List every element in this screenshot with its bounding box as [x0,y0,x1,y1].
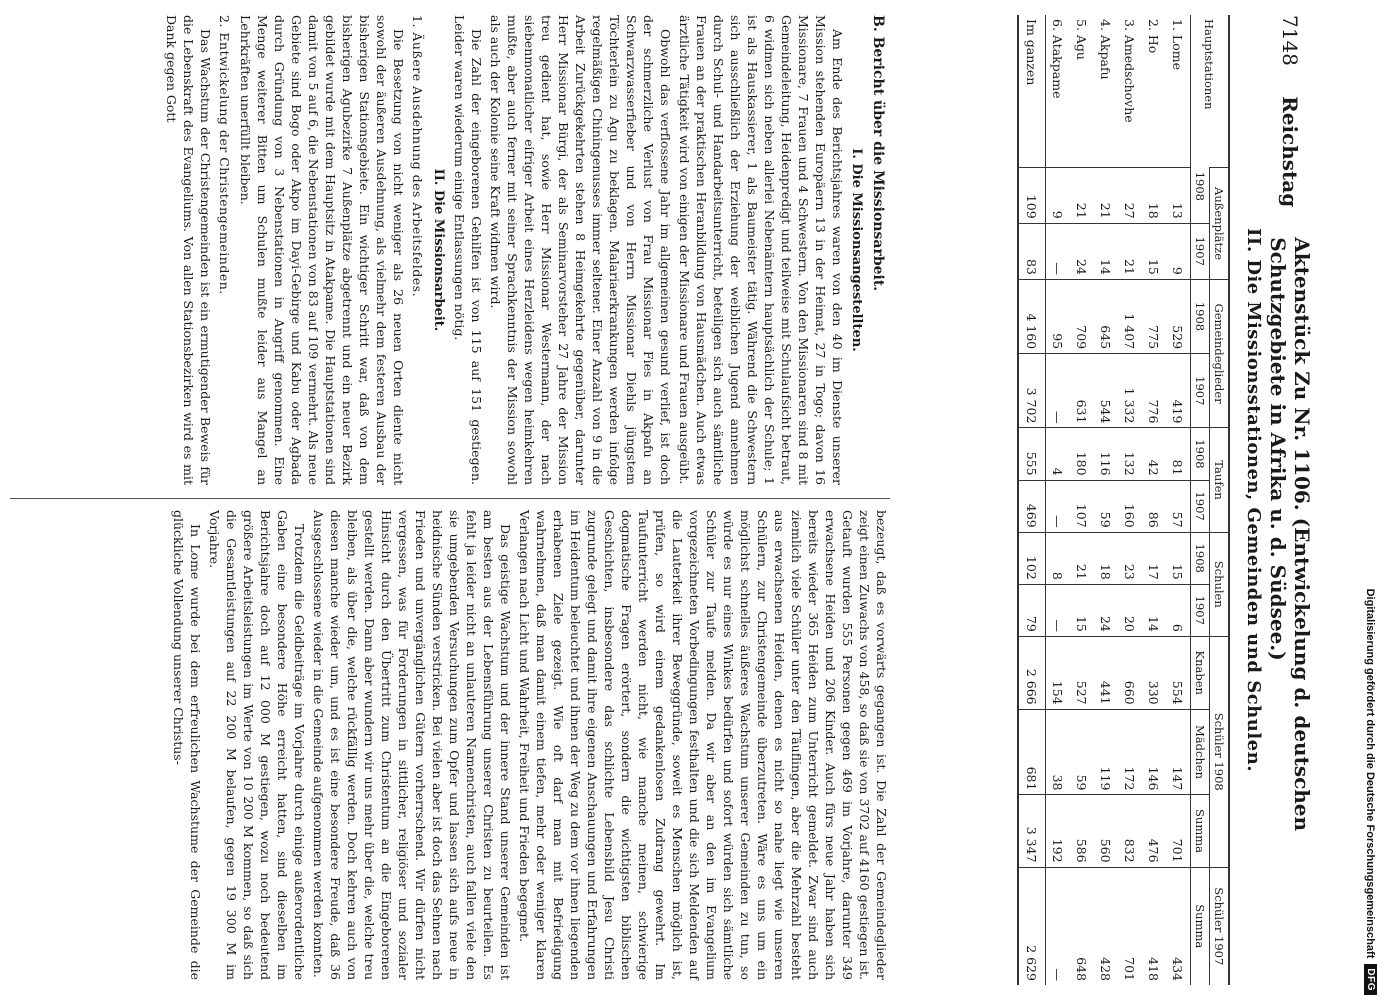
table-cell: 14 [1142,584,1166,636]
year-1908: 1908 [1191,168,1210,223]
table-cell: 59 [1070,709,1094,795]
table-cell: 9 [1166,223,1191,279]
table-cell: 14 [1094,223,1118,279]
table-row [1070,15,1094,985]
table-cell: 20 [1118,584,1142,636]
table-cell: 8 [1046,532,1071,584]
year-1907: 1907 [1191,584,1210,636]
total-cell: 4 160 [1018,279,1046,353]
left-text-column [161,15,890,485]
report-heading: B. Bericht über die Missionsarbeit. [870,15,886,292]
table-cell: 527 [1070,636,1094,709]
table-cell: 701 [1118,867,1142,985]
page-number: 7148 [1278,15,1302,66]
table-cell: 1 407 [1118,279,1142,353]
paragraph: Am Ende des Berichtsjahres waren von den 40 im Dienste unserer Mission stehenden Europäern 13 in der Heimat, 27 in Togo; davon 16 Missionare, 7 Frauen und 4 Schwestern. Von den Missionaren sind 8 mit Gemeindeleitung, Heidenpredigt und teilweise mit Schulaufsicht betraut, 6 widmen sich neben allerlei Nebenämtern hauptsächlich der Schule; 1 ist als Hauskassierer, 1 als Baumeister tätig. Während die Schwestern sich ausschließlich der Erziehung der weiblichen Jugend annehmen durch Schul- und Handarbeitsunterricht, beteiligen sich auch sämtliche Frauen an der praktischen Heranbildung von Hausmädchen. Auch etwas ärztliche Tätigkeit wird von einigen der Missionare und Frauen ausgeübt. [677,15,845,485]
table-row [1142,15,1166,985]
total-cell: 2 629 [1018,867,1046,985]
paragraph: Obwohl das verflossene Jahr im allgemeinen gesund verlief, ist doch der schmerzliche Verlust von Frau Missionar Fies in Akpafu an Schwarzwasserfieber und von Herrn Missionar Diehls jüngstem Töchterlein zu Agu zu beklagen. Malariaerkrankungen werden infolge regelmäßigen Chiningenusses immer seltener. Einer Anzahl von 9 in die Arbeit Zurückgekehrten stehen 8 Heimgekehrte gegenüber, darunter Herr Missionar Bürgi, der als Seminarvorsteher 27 Jahre der Mission treu gedient hat, sowie Herr Missionar Westermann, der nach siebenmonatlicher eifriger Arbeit eines Herzleidens wegen heimkehren mußte, aber auch ferner mit seiner Sprachkenntnis der Mission sowohl als auch der Kolonie seine Kraft widmen wird. [488,15,673,485]
table-cell: 21 [1118,223,1142,279]
table-cell: 9 [1046,168,1071,223]
table-cell: 441 [1094,636,1118,709]
station-name: 5. Agu [1074,19,1090,60]
table-cell: 709 [1070,279,1094,353]
paragraph: In Lome wurde bei dem erfreulichen Wachstume der Gemeinde die glückliche Vollendung unserer Christus- [171,510,203,980]
table-cell: 24 [1094,584,1118,636]
table-cell: 59 [1094,480,1118,532]
table-cell: 192 [1046,795,1071,867]
table-cell: 631 [1070,354,1094,428]
total-cell: 79 [1018,584,1046,636]
table-cell: 586 [1070,795,1094,867]
table-row [1046,15,1071,985]
table-cell: 81 [1166,428,1191,480]
total-cell: 83 [1018,223,1046,279]
total-cell: 109 [1018,168,1046,223]
table-cell: 23 [1118,532,1142,584]
table-cell: 418 [1142,867,1166,985]
paragraph: Die Besetzung von nicht weniger als 26 neuen Orten diente nicht sowohl der äußeren Ausdehnung, als vielmehr dem festeren Ausbau der bisherigen Stationsgebiete. Ein wichtiger Schritt war, daß von dem bisherigen Agubezirke 7 Außenplätze abgetrennt und ein neuer Bezirk gebildet wurde mit dem Hauptsitz in Atakpame. Die Hauptstationen sind damit von 5 auf 6, die Nebenstationen von 83 auf 109 vermehrt. Als neue Gebiete sind Bogo oder Akpo im Dayi-Gebirge und Kabu oder Agbada durch Gründung von 3 Nebenstationen in Angriff genommen. Eine Menge weiterer Bitten um Schulen mußte leider aus Mangel an Lehrkräften unerfüllt bleiben. [238,15,406,485]
col-summa-1907: Summa [1191,867,1210,985]
group-schueler-1908: Schüler 1908 [1210,636,1230,867]
group-schueler-1907: Schüler 1907 [1210,867,1230,985]
table-cell: 132 [1118,428,1142,480]
table-cell: 24 [1070,223,1094,279]
table-cell: 21 [1070,168,1094,223]
digitization-credit [1358,0,1383,1000]
subheading-christengemeinden: 2. Entwickelung der Christengemeinden. [217,15,232,295]
table-cell: 116 [1094,428,1118,480]
table-total-row [1018,15,1046,985]
table-cell: 648 [1070,867,1094,985]
column-divider [10,498,890,499]
paragraph: Das geistige Wachstum und der innere Stand unserer Gemeinden ist am besten aus der Lebensführung unserer Christen zu beurteilen. Es fehlt ja leider nicht an unlauteren Namenchristen, auch fallen viele den sie umgebenden Versuchungen zum Opfer und lassen sich aufs neue in heidnische Sünden verstricken. Bei vielen aber ist doch das Sehnen nach Frieden und unvergänglichen Gütern vorherrschend. Wir dürfen nicht vergessen, was für Forderungen in sittlicher, religiöser und sozialer Hinsicht durch den Übertritt zum Christentum an die Eingeborenen gestellt werden. Dann aber wundern wir uns mehr über die, welche treu bleiben, als über die, welche rückfällig werden. Doch kehren auch von diesen manche wieder um, und es ist eine besondere Freude, daß 36 Ausgeschlossene wieder in die Gemeinde aufgenommen werden konnten. [311,510,513,980]
col-knaben: Knaben [1191,636,1210,709]
paragraph: Trotzdem die Geldbeiträge im Vorjahre durch einige außerordentliche Gaben eine besondere Höhe erreicht hatten, sind dieselben im Berichtsjahre doch auf 12 000 M gestiegen, wozu noch bedeutend größere Arbeitsleistungen im Werte von 10 200 M kommen, so daß sich die Gesamtleistungen auf 22 200 M belaufen, gegen 19 300 M im Vorjahre. [207,510,307,980]
group-taufen: Taufen [1210,428,1230,532]
group-aussenplaetze: Außenplätze [1210,168,1230,280]
rotated-document-page [0,5,1320,995]
table-cell: — [1046,480,1071,532]
station-name: 1. Lome [1170,19,1186,70]
table-cell: 15 [1070,584,1094,636]
table-cell: 6 [1166,584,1191,636]
total-cell: 681 [1018,709,1046,795]
table-cell: 544 [1094,354,1118,428]
table-cell: 86 [1142,480,1166,532]
table-cell: — [1046,867,1071,985]
table-cell: 21 [1070,532,1094,584]
table-cell: 147 [1166,709,1191,795]
table-row [1166,15,1191,985]
col-summa: Summa [1191,795,1210,867]
table-cell: 27 [1118,168,1142,223]
table-cell: 15 [1142,223,1166,279]
table-cell: 42 [1142,428,1166,480]
table-cell: 57 [1166,480,1191,532]
total-cell: 3 702 [1018,354,1046,428]
paragraph: Die Zahl der eingeborenen Gehilfen ist von 115 auf 151 gestiegen. Leider waren wiederum einige Entlassungen nötig. [452,15,484,485]
mission-stations-table [1017,15,1230,985]
table-cell: 154 [1046,636,1071,709]
table-cell: 428 [1094,867,1118,985]
table-cell: 1 332 [1118,354,1142,428]
year-1907: 1907 [1191,354,1210,428]
table-cell: 476 [1142,795,1166,867]
table-cell: — [1046,354,1071,428]
total-cell: 555 [1018,428,1046,480]
subheading-missionsangestellte: I. Die Missionsangestellten. [849,148,864,352]
total-cell: 3 347 [1018,795,1046,867]
page-header [1266,15,1314,985]
table-row [1094,15,1118,985]
year-1908: 1908 [1191,428,1210,480]
header-left-title: Reichstag [1278,96,1302,208]
table-cell: 554 [1166,636,1191,709]
station-name: 4. Akpafu [1098,19,1114,80]
dfg-logo: DFG [1364,964,1377,995]
col-hauptstationen: Hauptstationen [1191,15,1230,168]
year-1907: 1907 [1191,480,1210,532]
total-cell: 469 [1018,480,1046,532]
table-cell: 13 [1166,168,1191,223]
header-right-title: Aktenstück Zu Nr. 1106. (Entwickelung d. deutschen Schutzgebiete in Afrika u. d. Südsee.) [1266,237,1314,832]
station-name: 3. Amedschovhe [1122,19,1138,123]
total-cell: 2 666 [1018,636,1046,709]
table-cell: 775 [1142,279,1166,353]
table-cell: 18 [1094,532,1118,584]
table-cell: 15 [1166,532,1191,584]
paragraph: Das Wachstum der Christengemeinden ist ein ermutigender Beweis für die Lebenskraft des Evangeliums. Von allen Stationsbezirken wird es mit Dank gegen Gott [164,15,213,485]
table-cell: 95 [1046,279,1071,353]
table-cell: — [1046,584,1071,636]
table-body [1046,15,1191,985]
table-cell: 119 [1094,709,1118,795]
table-cell: 160 [1118,480,1142,532]
table-cell: 434 [1166,867,1191,985]
table-cell: 146 [1142,709,1166,795]
table-cell: — [1046,223,1071,279]
table-cell: 832 [1118,795,1142,867]
table-cell: 701 [1166,795,1191,867]
table-cell: 660 [1118,636,1142,709]
table-cell: 107 [1070,480,1094,532]
station-name: 2. Ho [1146,19,1162,54]
table-cell: 21 [1094,168,1118,223]
table-cell: 38 [1046,709,1071,795]
table-cell: 419 [1166,354,1191,428]
paragraph: bezeugt, daß es vorwärts gegangen ist. Die Zahl der Gemeindeglieder zeigt einen Zuwachs von 458, so daß sie von 3702 auf 4160 gestiegen ist. Getauft wurden 555 Personen gegen 469 im Vorjahre, darunter 349 erwachsene Heiden und 206 Kinder. Auch fürs neue Jahr haben sich bereits wieder 365 Heiden zum Unterricht gemeldet. Zwar sind auch ziemlich viele Schüler unter den Täuflingen, aber die Mehrzahl besteht aus erwachsenen Heiden, denen es nicht so nahe liegt wie unseren Schülern, zur Christengemeinde überzutreten. Wäre es uns um ein möglichst schnelles äußeres Wachstum unserer Gemeinden zu tun, so würde es nur eines Winkes bedürfen und sofort würden sich sämtliche Schüler zur Taufe melden. Da wir aber an den im Evangelium vorgezeichneten Vorbedingungen festhalten und die sich Meldenden auf die Lauterkeit ihrer Beweggründe, soweit es Menschen möglich ist, prüfen, so wird einem gedankenlosen Zudrang gewehrt. Im Taufunterricht werden nicht, wie manche meinen, schwierige dogmatische Fragen erörtert, sondern die wichtigsten biblischen Geschichten, insbesondere das schlichte Lebensbild Jesu Christi zugrunde gelegt und damit ihre eigenen Anschauungen und Erfahrungen im Heidentum beleuchtet und ihnen der Weg zu dem vor ihnen liegenden erhabenen Ziele gezeigt. Wie oft darf man mit Befriedigung wahrnehmen, daß man damit einem tiefen, mehr oder weniger klaren Verlangen nach Licht und Wahrheit, Freiheit und Frieden begegnet. [517,510,889,980]
group-gemeindeglieder: Gemeindeglieder [1210,279,1230,428]
table-cell: 172 [1118,709,1142,795]
table-cell: 18 [1142,168,1166,223]
table-cell: 17 [1142,532,1166,584]
table-cell: 560 [1094,795,1118,867]
section-heading: II. Die Missionsstationen, Gemeinden und Schulen. [1243,227,1264,772]
table-cell: 776 [1142,354,1166,428]
year-1908: 1908 [1191,532,1210,584]
table-cell: 4 [1046,428,1071,480]
table-cell: 180 [1070,428,1094,480]
station-name: 6. Atakpame [1050,19,1066,99]
table-cell: 529 [1166,279,1191,353]
group-schulen: Schulen [1210,532,1230,636]
credit-text: Digitalisierung gefördert durch die Deutsche Forschungsgemeinschaft [1364,588,1377,959]
table-cell: 330 [1142,636,1166,709]
subheading-missionsarbeit: II. Die Missionsarbeit. [431,168,446,332]
year-1907: 1907 [1191,223,1210,279]
table-cell: 645 [1094,279,1118,353]
right-text-column [168,510,890,980]
col-maedchen: Mädchen [1191,709,1210,795]
year-1908: 1908 [1191,279,1210,353]
subheading-arbeitsfeld: 1. Äußere Ausdehnung des Arbeitsfeldes. [410,15,425,298]
table-row [1118,15,1142,985]
total-label: Im ganzen [1018,15,1046,168]
total-cell: 102 [1018,532,1046,584]
